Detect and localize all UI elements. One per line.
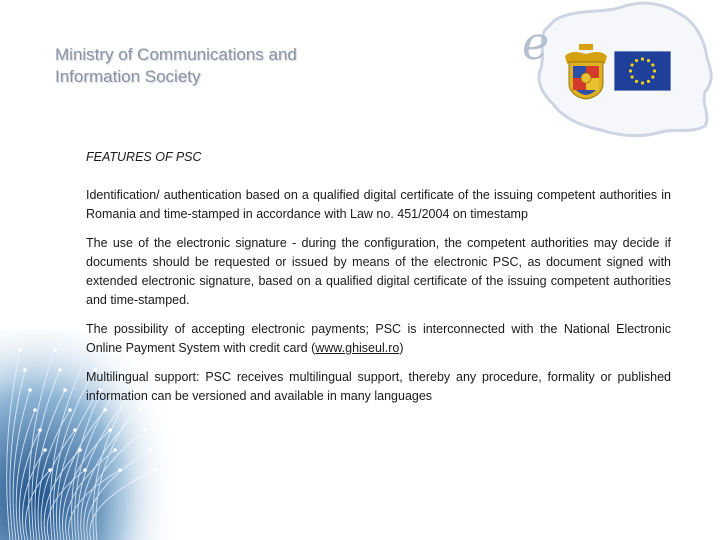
fiber-light-dot xyxy=(18,348,22,352)
eu-flag-icon xyxy=(614,51,671,91)
paragraph-3 xyxy=(86,320,671,358)
paragraph-4: Multilingual support: PSC receives multilingual support, thereby any procedure, formality or published information can be versioned and available in many languages xyxy=(86,370,671,403)
fiber-light-dot xyxy=(48,468,52,472)
fiber-light-dot xyxy=(23,368,27,372)
eu-star-icon xyxy=(641,57,644,60)
fiber-light-dot xyxy=(83,468,87,472)
fiber-light-dot xyxy=(43,448,47,452)
fiber-light-dot xyxy=(73,428,77,432)
paragraph-3-text: The possibility of accepting electronic payments; PSC is interconnected with the National Electronic Online Payment System with credit card ( xyxy=(86,322,671,355)
fiber-light-dot xyxy=(38,428,42,432)
fiber-light-dot xyxy=(53,348,57,352)
eu-star-icon xyxy=(647,59,650,62)
fiber-light-dot xyxy=(28,388,32,392)
eu-star-icon xyxy=(635,59,638,62)
title-line-2: Information Society xyxy=(55,67,201,86)
fiber-light-dot xyxy=(58,368,62,372)
paragraph-2: The use of the electronic signature - during the configuration, the competent authorities may decide if documents should be requested or issued by means of the electronic PSC, as document signed with extended electronic signature, based on a qualified digital certificate of the issuing competent authorities and time-stamped. xyxy=(86,236,671,307)
eu-star-icon xyxy=(631,75,634,78)
romanian-coat-of-arms-icon xyxy=(561,42,611,100)
eu-star-icon xyxy=(653,69,656,72)
eu-star-icon xyxy=(631,63,634,66)
eu-star-icon xyxy=(629,69,632,72)
eu-star-icon xyxy=(651,63,654,66)
e-logo: e xyxy=(522,16,550,70)
paragraph-1: Identification/ authentication based on a qualified digital certificate of the issuing competent authorities in Romania and time-stamped in accordance with Law no. 451/2004 on timestamp xyxy=(86,188,671,221)
ghiseul-link[interactable]: www.ghiseul.ro xyxy=(315,341,400,355)
eu-star-icon xyxy=(647,80,650,83)
title-line-1: Ministry of Communications and xyxy=(55,45,297,64)
fiber-light-dot xyxy=(68,408,72,412)
fiber-light-dot xyxy=(78,448,82,452)
page-title xyxy=(55,44,415,88)
eu-star-icon xyxy=(635,80,638,83)
main-content xyxy=(86,150,671,416)
eu-star-icon xyxy=(641,81,644,84)
eu-star-icon xyxy=(651,75,654,78)
section-heading: FEATURES OF PSC xyxy=(86,150,202,164)
fiber-light-dot xyxy=(63,388,67,392)
paragraph-3-close: ) xyxy=(399,341,404,355)
fiber-light-dot xyxy=(33,408,37,412)
